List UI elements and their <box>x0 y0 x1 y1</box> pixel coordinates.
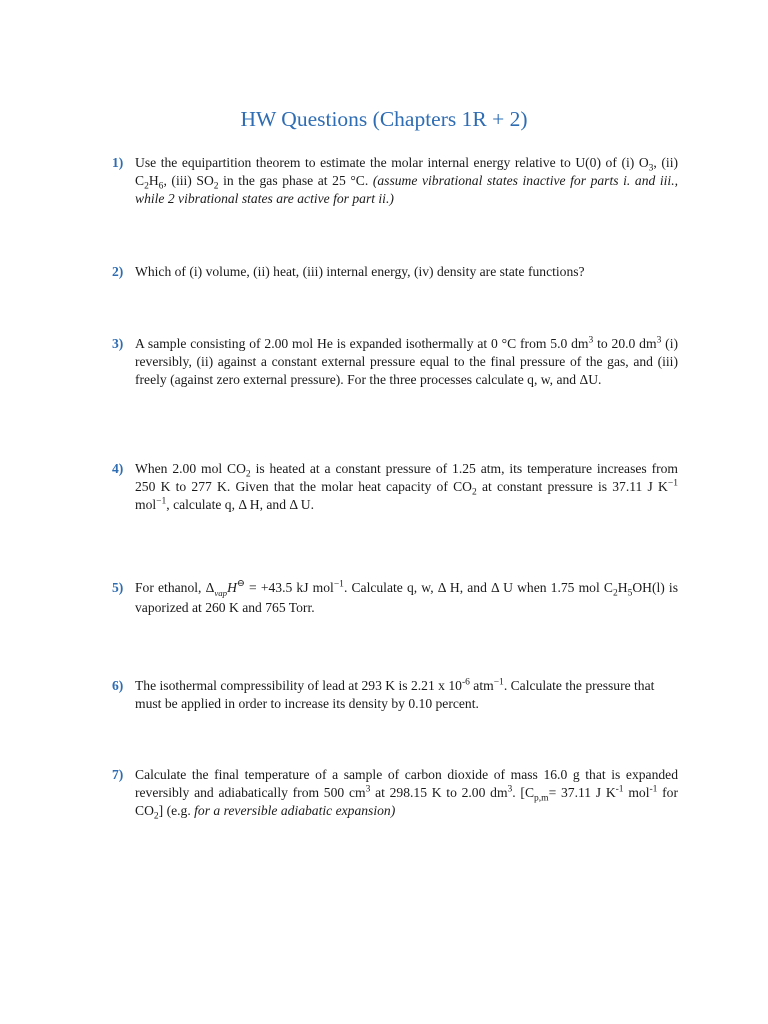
question-number: 7) <box>112 767 124 782</box>
question-number: 3) <box>112 336 124 351</box>
question-3 <box>112 335 678 390</box>
question-note: (assume vibrational states inactive for parts i. and iii., while 2 vibrational states are active for part ii.) <box>135 173 678 207</box>
question-text: Which of (i) volume, (ii) heat, (iii) internal energy, (iv) density are state functions? <box>135 264 585 279</box>
question-number: 2) <box>112 264 124 279</box>
page-title: HW Questions (Chapters 1R + 2) <box>240 107 528 131</box>
question-text: Calculate the final temperature of a sample of carbon dioxide of mass 16.0 g that is expanded reversibly and adiabatically from 500 $cm^3$ at 298.15 K to 2.00 $dm^3$. [$C_{p,m}= 37.11$ J $K^{-1}$ mol$^{-1}$ for $CO_2$] (e.g. for a reversible adiabatic expansion) <box>135 767 678 823</box>
question-text: A sample consisting of 2.00 mol He is expanded isothermally at 0 °C from 5.0 $dm^3$ to 20.0 $dm^3$ (i) reversibly, (ii) against a constant external pressure equal to the final pressure of the gas, and (iii) freely (against zero external pressure). For the three processes calculate q, w, and ΔU. <box>135 335 679 388</box>
question-number: 5) <box>112 580 124 595</box>
question-text: For ethanol, $\Delta_{vap}H^⊖ = +43.5$ kJ mol$^{-1}$. Calculate q, w, Δ H, and Δ U when 1.75 mol $C_2H_5OH(l)$ is vaporized at 260 K and 765 Torr. <box>135 579 678 616</box>
question-text: When 2.00 mol $CO_2$ is heated at a constant pressure of 1.25 atm, its temperature increases from 250 K to 277 K. Given that the molar heat capacity of $CO_2$ at constant pressure is 37.11 J $K^{-1}$ mol$^{-1}$, calculate q, Δ H, and Δ U. <box>135 461 678 513</box>
question-7 <box>112 766 678 821</box>
question-number: 4) <box>112 461 124 476</box>
question-6 <box>112 677 678 713</box>
question-1 <box>112 154 678 209</box>
question-number: 6) <box>112 678 124 693</box>
question-4 <box>112 460 678 515</box>
question-note: for a reversible adiabatic expansion) <box>194 803 396 819</box>
question-2 <box>112 263 678 281</box>
question-text: Use the equipartition theorem to estimate the molar internal energy relative to U(0) of (i) $O_3$, (ii) $C_2H_6$, (iii) $SO_2$ in the gas phase at 25 °C. (assume vibrational states inactive for parts i. and iii., while 2 vibrational states are active for part ii.) <box>135 155 678 207</box>
question-5 <box>112 579 678 617</box>
question-text: The isothermal compressibility of lead at 293 K is 2.21 x $10^{-6}$ atm$^{-1}$. Calculate the pressure that must be applied in order to increase its density by 0.10 percent. <box>135 677 655 712</box>
question-number: 1) <box>112 155 124 170</box>
